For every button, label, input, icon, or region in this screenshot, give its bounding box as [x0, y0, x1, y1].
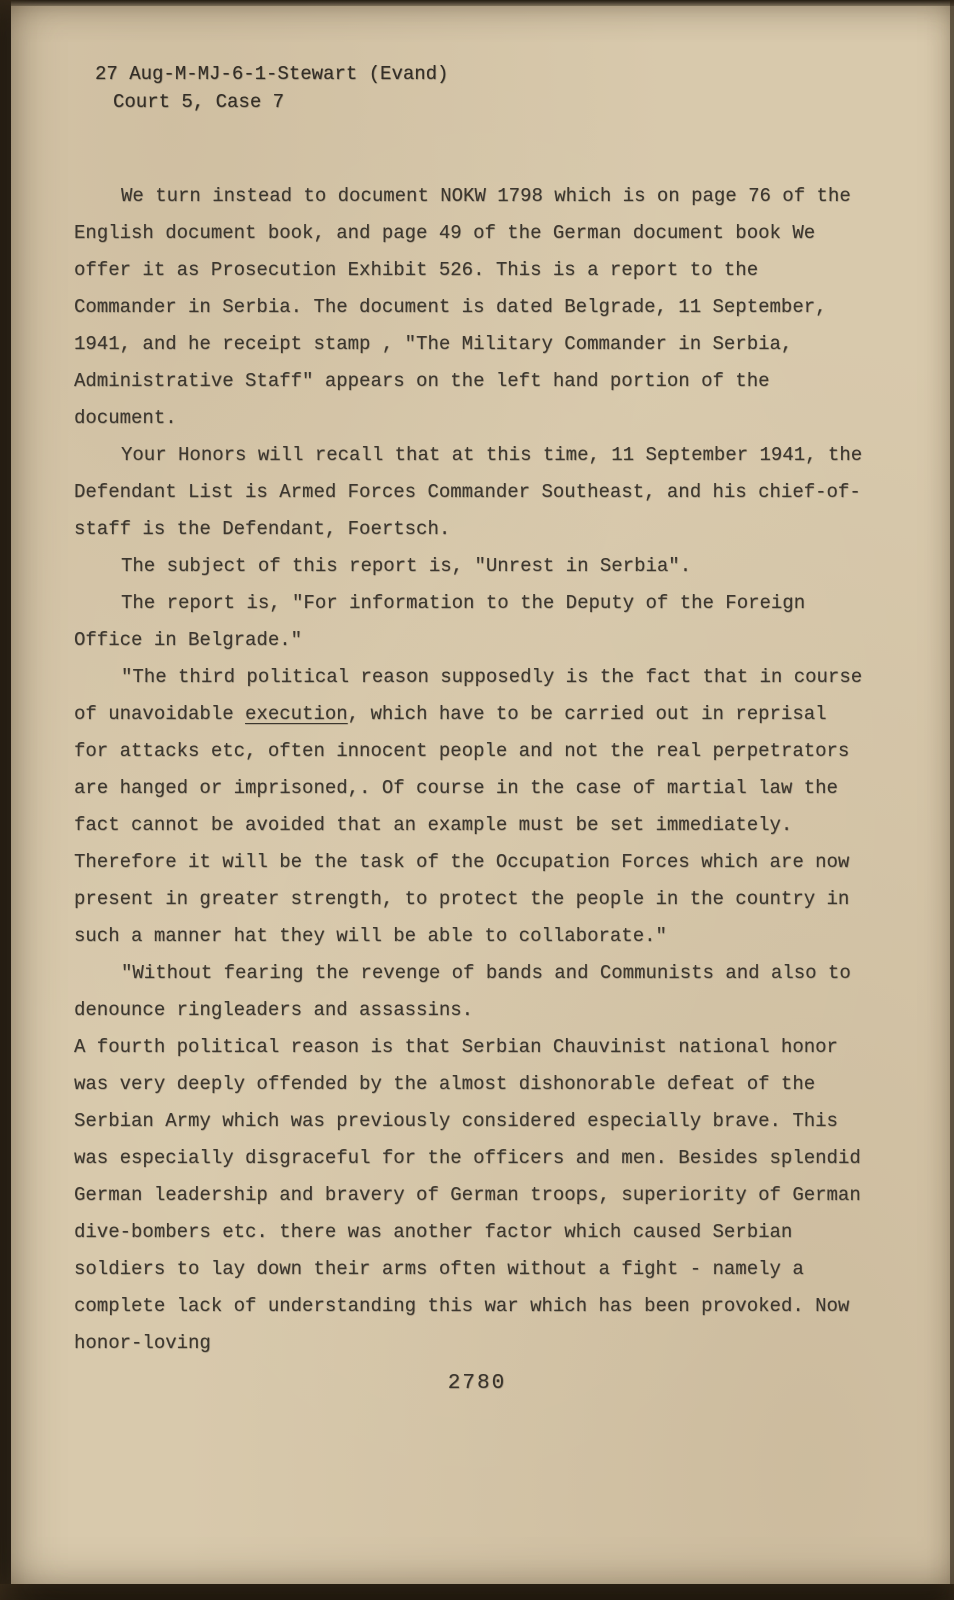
scan-edge-top	[0, 0, 954, 6]
scan-edge-right	[950, 0, 954, 1600]
scan-edge-bottom	[0, 1584, 954, 1600]
header-case-reference: 27 Aug-M-MJ-6-1-Stewart (Evand)	[95, 63, 449, 85]
document-header	[95, 60, 448, 116]
paragraph-defendants: Your Honors will recall that at this time, 11 September 1941, the Defendant List is Armed Forces Commander Southeast, and his chief-of-staff is the Defendant, Foertsch.	[74, 444, 863, 540]
header-court-case: Court 5, Case 7	[113, 91, 285, 113]
page-number: 2780	[447, 1372, 507, 1395]
paragraph-intro-document: We turn instead to document NOKW 1798 which is on page 76 of the English document book, and page 49 of the German document book We offer it as Prosecution Exhibit 526. This is a report to the Commander in Serbia. The document is dated Belgrade, 11 September, 1941, and he receipt stamp , "The Military Commander in Serbia, Administrative Staff" appears on the left hand portion of the document.	[74, 185, 851, 429]
scan-edge-left	[0, 0, 11, 1600]
paragraph-text-post: , which have to be carried out in reprisal for attacks etc, often innocent people and not the real perpetrators are hanged or imprisoned,. Of course in the case of martial law the fact cannot be avoided that an example must be set immediately. Therefore it will be the task of the Occupation Forces which are now present in greater strength, to protect the people in the country in such a manner hat they will be able to collaborate."	[74, 703, 850, 947]
paragraph-subject: The subject of this report is, "Unrest in Serbia".	[121, 555, 692, 577]
paragraph-text-pre: "The third political reason supposedly is the fact that in course of unavoidable	[74, 666, 863, 725]
paragraph-report-addressee: The report is, "For information to the Deputy of the Foreign Office in Belgrade."	[74, 592, 806, 651]
paragraph-without-fearing: "Without fearing the revenge of bands and Communists and also to denounce ringleaders and assassins.	[74, 962, 851, 1021]
paragraph-third-reason	[74, 659, 866, 955]
document-body	[74, 178, 866, 1362]
paragraph-fourth-reason: A fourth political reason is that Serbian Chauvinist national honor was very deeply offended by the almost dishonorable defeat of the Serbian Army which was previously considered especially brave. This was especially disgraceful for the officers and men. Besides splendid German leadership and bravery of German troops, superiority of German dive-bombers etc. there was another factor which caused Serbian soldiers to lay down their arms often without a fight - namely a complete lack of understanding this war which has been provoked. Now honor-loving	[74, 1036, 861, 1354]
underlined-word: execution	[245, 703, 348, 725]
